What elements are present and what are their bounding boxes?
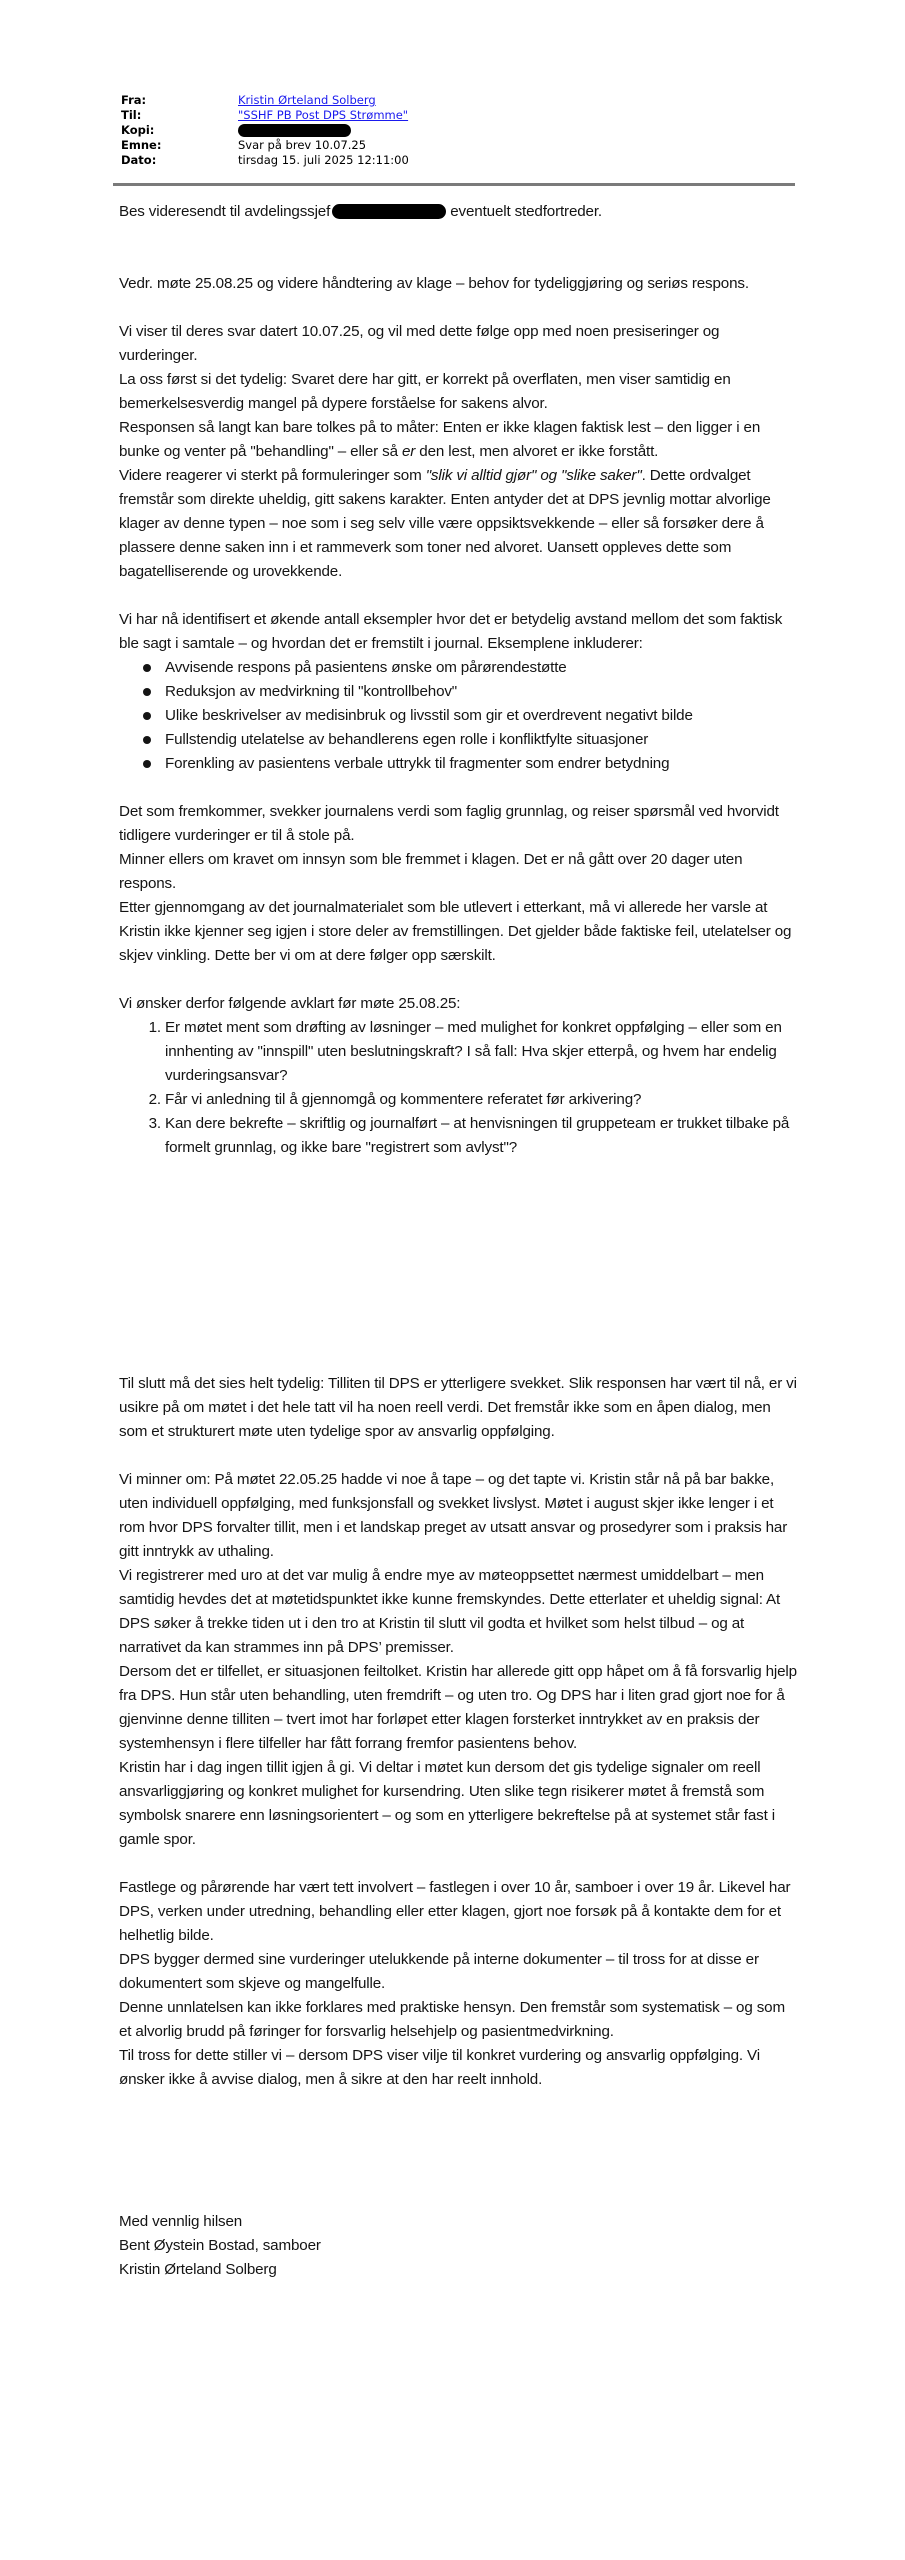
paragraph: Til slutt må det sies helt tydelig: Tilliten til DPS er ytterligere svekket. Slik responsen har vært til nå, er vi usikre på om møtet i det hele tatt vil ha noen reell verdi. Det fremstår ikke som en åpen dialog, men som et strukturert møte uten tydelige spor av ansvarlig oppfølging. bbox=[119, 1375, 797, 1440]
body-part-2 bbox=[119, 1372, 799, 2092]
list-item: Forenkling av pasientens verbale uttrykk til fragmenter som endrer betydning bbox=[165, 752, 799, 776]
list-item: 2. Får vi anledning til å gjennomgå og kommentere referatet før arkivering? bbox=[165, 1088, 799, 1112]
paragraph: Til tross for dette stiller vi – dersom DPS viser vilje til konkret vurdering og ansvarlig oppfølging. Vi ønsker ikke å avvise dialog, men å sikre at den har reelt innhold. bbox=[119, 2047, 760, 2088]
questions-list bbox=[119, 1016, 799, 1160]
paragraph: DPS bygger dermed sine vurderinger utelukkende på interne dokumenter – til tross for at disse er dokumentert som skjeve og mangelfulle. bbox=[119, 1951, 759, 1992]
closing: Med vennlig hilsen bbox=[119, 2213, 243, 2230]
header-cc-row bbox=[121, 123, 409, 138]
signature-line: Kristin Ørteland Solberg bbox=[119, 2261, 277, 2278]
intro-block bbox=[119, 200, 799, 224]
paragraph: Vi ønsker derfor følgende avklart før møte 25.08.25: bbox=[119, 995, 461, 1012]
paragraph: Dersom det er tilfellet, er situasjonen feiltolket. Kristin har allerede gitt opp håpet om å få forsvarlig hjelp fra DPS. Hun står uten behandling, uten fremdrift – og uten tro. Og DPS har i liten grad gjort noe for å gjenvinne denne tilliten – tvert imot har forløpet etter klagen forsterket inntrykket av en praksis der systemhensyn i flere tilfeller har fått forrang fremfor pasientens behov. bbox=[119, 1663, 797, 1752]
paragraph: Vi registrerer med uro at det var mulig å endre mye av møteoppsettet nærmest umiddelbart – men samtidig hevdes det at møtetidspunktet ikke kunne fremskyndes. Dette etterlater et uheldig signal: At DPS søker å trekke tiden ut i den tro at Kristin til slutt vil godta et hvilket som helst tilbud – og at narrativet da kan strammes inn på DPS’ premisser. bbox=[119, 1567, 781, 1656]
recipient-redaction bbox=[332, 204, 446, 219]
intro-paragraph: Bes videresendt til avdelingssjef eventuelt stedfortreder. bbox=[119, 203, 602, 220]
paragraph: Det som fremkommer, svekker journalens verdi som faglig grunnlag, og reiser spørsmål ved hvorvidt tidligere vurderinger er til å stole på. bbox=[119, 803, 779, 844]
list-item: Fullstendig utelatelse av behandlerens egen rolle i konfliktfylte situasjoner bbox=[165, 728, 799, 752]
list-item: Ulike beskrivelser av medisinbruk og livsstil som gir et overdrevent negativt bilde bbox=[165, 704, 799, 728]
regarding-line: Vedr. møte 25.08.25 og videre håndtering av klage – behov for tydeliggjøring og seriøs respons. bbox=[119, 275, 749, 292]
cc-redaction bbox=[238, 124, 351, 137]
paragraph: Kristin har i dag ingen tillit igjen å gi. Vi deltar i møtet kun dersom det gis tydelige signaler om reell ansvarliggjøring og konkret mulighet for kursendring. Uten slike tegn risikerer møtet å fremstå som symbolsk snarere enn løsningsorientert – og som en ytterligere bekreftelse på at systemet står fast i gamle spor. bbox=[119, 1759, 775, 1848]
paragraph: Fastlege og pårørende har vært tett involvert – fastlegen i over 10 år, samboer i over 19 år. Likevel har DPS, verken under utredning, behandling eller etter klagen, gjort noe forsøk på å kontakte dem for et helhetlig bilde. bbox=[119, 1879, 791, 1944]
paragraph: Minner ellers om kravet om innsyn som ble fremmet i klagen. Det er nå gått over 20 dager uten respons. bbox=[119, 851, 743, 892]
cc-label: Kopi: bbox=[121, 123, 155, 137]
list-item: 1. Er møtet ment som drøfting av løsninger – med mulighet for konkret oppfølging – eller som en innhenting av "innspill" uten beslutningskraft? I så fall: Hva skjer etterpå, og hvem har endelig vurderingsansvar? bbox=[165, 1016, 799, 1088]
header-divider bbox=[113, 183, 795, 186]
to-label: Til: bbox=[121, 108, 142, 122]
body-part-1 bbox=[119, 272, 799, 1160]
signature-block bbox=[119, 2210, 799, 2282]
paragraph: La oss først si det tydelig: Svaret dere har gitt, er korrekt på overflaten, men viser samtidig en bemerkelsesverdig mangel på dypere forståelse for sakens alvor. bbox=[119, 371, 731, 412]
subject-label: Emne: bbox=[121, 138, 162, 152]
paragraph: Responsen så langt kan bare tolkes på to måter: Enten er ikke klagen faktisk lest – den ligger i en bunke og venter på "behandling" – eller så er den lest, men alvoret er ikke forstått. bbox=[119, 419, 761, 460]
to-link[interactable]: "SSHF PB Post DPS Strømme" bbox=[238, 108, 409, 122]
subject-value: Svar på brev 10.07.25 bbox=[238, 138, 367, 152]
examples-list bbox=[119, 656, 799, 776]
paragraph: Vi viser til deres svar datert 10.07.25, og vil med dette følge opp med noen presiseringer og vurderinger. bbox=[119, 323, 720, 364]
paragraph: Vi minner om: På møtet 22.05.25 hadde vi noe å tape – og det tapte vi. Kristin står nå på bar bakke, uten individuell oppfølging, med funksjonsfall og svekket livslyst. Møtet i august skjer ikke lenger i et rom hvor DPS forvalter tillit, men i et landskap preget av utsatt ansvar og prosedyrer som i praksis har gitt inntrykk av uthaling. bbox=[119, 1471, 788, 1560]
paragraph: Videre reagerer vi sterkt på formuleringer som "slik vi alltid gjør" og "slike saker". Dette ordvalget fremstår som direkte uheldig, gitt sakens karakter. Enten antyder det at DPS jevnlig mottar alvorlige klager av denne typen – noe som i seg selv ville være oppsiktsvekkende – eller så forsøker dere å plassere denne saken inn i et rammeverk som toner ned alvoret. Uansett oppleves dette som bagatelliserende og urovekkende. bbox=[119, 467, 771, 580]
paragraph: Vi har nå identifisert et økende antall eksempler hvor det er betydelig avstand mellom det som faktisk ble sagt i samtale – og hvordan det er fremstilt i journal. Eksemplene inkluderer: bbox=[119, 611, 783, 652]
list-item: 3. Kan dere bekrefte – skriftlig og journalført – at henvisningen til gruppeteam er trukket tilbake på formelt grunnlag, og ikke bare "registrert som avlyst"? bbox=[165, 1112, 799, 1160]
date-label: Dato: bbox=[121, 153, 157, 167]
header-subject-row bbox=[121, 138, 409, 153]
from-label: Fra: bbox=[121, 93, 147, 107]
date-value: tirsdag 15. juli 2025 12:11:00 bbox=[238, 153, 409, 167]
from-link[interactable]: Kristin Ørteland Solberg bbox=[238, 93, 376, 107]
paragraph: Etter gjennomgang av det journalmaterialet som ble utlevert i etterkant, må vi allerede her varsle at Kristin ikke kjenner seg igjen i store deler av fremstillingen. Det gjelder både faktiske feil, utelatelser og skjev vinkling. Dette ber vi om at dere følger opp særskilt. bbox=[119, 899, 792, 964]
header-from-row bbox=[121, 93, 409, 108]
list-item: Reduksjon av medvirkning til "kontrollbehov" bbox=[165, 680, 799, 704]
header-to-row bbox=[121, 108, 409, 123]
signature-line: Bent Øystein Bostad, samboer bbox=[119, 2237, 321, 2254]
list-item: Avvisende respons på pasientens ønske om pårørendestøtte bbox=[165, 656, 799, 680]
header-date-row bbox=[121, 153, 409, 168]
email-header bbox=[121, 93, 409, 168]
paragraph: Denne unnlatelsen kan ikke forklares med praktiske hensyn. Den fremstår som systematisk – og som et alvorlig brudd på føringer for forsvarlig helsehjelp og pasientmedvirkning. bbox=[119, 1999, 785, 2040]
